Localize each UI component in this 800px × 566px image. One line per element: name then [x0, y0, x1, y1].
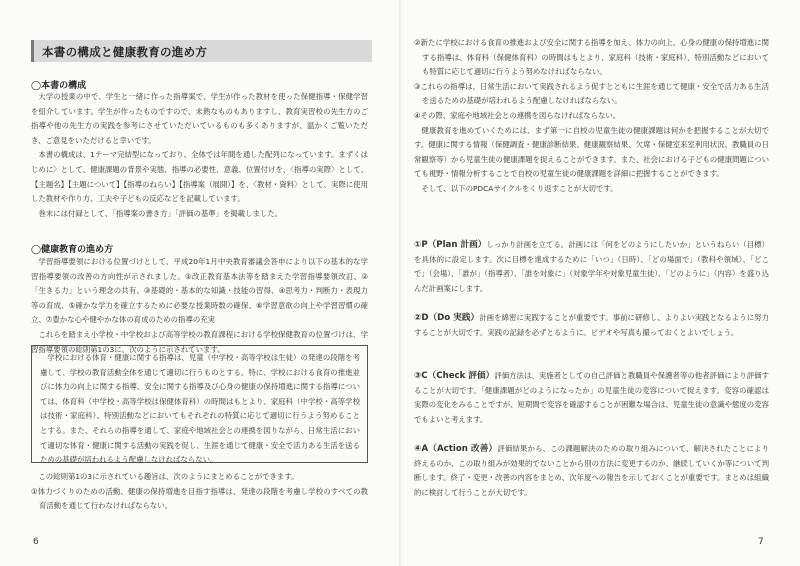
point-3: ③これらの指導は、日常生活において実践されるよう促すとともに生涯を通じて健康・安全で活力ある生活を送るための基礎が培われるよう配慮しなければならない。 — [414, 81, 769, 106]
pdca-action-text: 評価結果から、この課題解決のための取り組みについて、解決されたことにより終えるのか、この取り組みが効果的でないことから別の方法に変更するのか、継続していくか等について判断します。終了・変更・改善の内容をまとめ、次年度への報告を示しておくことが重要です。まとめは組織的に検討して行うことが大切です。 — [414, 444, 769, 497]
points-continued-block — [414, 36, 769, 197]
pdca-check-text: 評価方法は、実施者としての自己評価と教職員や保護者等の他者評価により評価することが大切です。「健康課題がどのようになったか」の児童生徒の変容について捉えます。変容の確認は実際の変化をみることですが、短期間で変容を確認することが困難な場合は、児童生徒の意識や態度の変容でもよいと考えます。 — [414, 371, 769, 424]
structure-paragraph-2: 本書の構成は、1テーマ完結型になっており、全体では年間を通した配列になっています。まずくはじめに〉として、健康課題の背景や実態、指導の必要性、意義、位置付けを、〈指導の実際〉として、【主題名】【主題について】【指導のねらい】【指導案（展開）】を、〈教材・資料〉として、実際に使用した教材や作り方、工夫や子どもの反応などを記載しています。 — [31, 150, 368, 204]
pdca-action-label: ④A（Action 改善） — [414, 444, 498, 454]
section-title-promotion: ◯健康教育の進め方 — [31, 245, 114, 255]
structure-text-block — [31, 90, 368, 221]
pdca-check — [414, 369, 769, 427]
point-1: ①体力づくりのための活動、健康の保持増進を目指す指導は、発達の段階を考慮し学校のすべての教育活動を通じて行わなければならない。 — [31, 486, 368, 511]
section-title-structure: ◯本書の構成 — [31, 81, 87, 91]
chapter-heading-box — [31, 40, 372, 62]
promotion-paragraph-1: 学習指導要領における位置づけとして、平成20年1月中央教育審議会答申により以下の基本的な学習指導要領の改善の方向性が示されました。①改正教育基本法等を踏まえた学習指導要領改訂、②「生きる力」という理念の共有、③基礎的・基本的な知識・技能の習得、④思考力・判断力・表現力等の育成、⑤確かな学力を確立するために必要な授業時数の確保、⑥学習意欲の向上や学習習慣の確立、⑦豊かな心や健やかな体の育成のための指導の充実 — [31, 257, 368, 325]
pdca-plan — [414, 238, 769, 296]
summary-text-block — [31, 470, 368, 514]
structure-paragraph-1: 大学の授業の中で、学生と一緒に作った指導案で、学生が作った教材を使った保健指導・保健学習を紹介しています。学生が作ったものですので、未熟なものもありますし、教育実習校の先生方のご指導や他の先生方の実践を参考にさせていただいているものも多くありますが、温かくご覧いただき、ご意見をいただけると幸いです。 — [31, 92, 368, 145]
structure-paragraph-3: 巻末には付録として、「指導案の書き方」「評価の基準」を掲載しました。 — [38, 208, 283, 218]
pdca-plan-text: しっかり計画を立てる。計画には「何をどのようにしたいか」というねらい（目標）を具体的に設定します。次に目標を達成するために「いつ」（日時）、「どの場面で」（教科や領域）、「どこで」（会場）、「誰が」（指導者）、「誰を対象に」（対象学年や対象児童生徒）、「どのように」（内容）を盛り込んだ計画案にします。 — [414, 240, 769, 293]
pdca-do-text: 計画を綿密に実践することが重要です。事前に研修し、よりよい実践となるように努力することが大切です。実践の記録を必ずとるように。ビデオや写真も撮っておくとよいでしょう。 — [414, 313, 769, 337]
page-number-right: 7 — [758, 537, 764, 547]
health-issues-paragraph: 健康教育を進めていくためには、まず第一に自校の児童生徒の健康課題は何かを把握することが大切です。健康に関する情報（保健調査・健康診断結果、健康観察結果、欠席・保健室来室利用状況、教職員の日常観察等）から児童生徒の健康課題を捉えることができます。また、社会における子どもの健康問題についても視野・情報分析することで自校の児童生徒の健康課題を詳細に把握することができます。 — [414, 125, 769, 179]
chapter-heading: 本書の構成と健康教育の進め方 — [42, 45, 208, 59]
pdca-do — [414, 311, 769, 340]
point-2: ②新たに学校における食育の推進および安全に関する指導を加え、体力の向上、心身の健康の保持増進に関する指導は、体育科（保健体育科）の時間はもとより、家庭科（技術・家庭科）、特別活動などにおいても特質に応じて適切に行うよう努めなければならない。 — [414, 38, 769, 77]
pdca-do-label: ②D（Do 実践） — [414, 313, 480, 323]
pdca-intro-paragraph: そして、以下のPDCAサイクルをくり返すことが大切です。 — [421, 183, 618, 193]
pdca-check-label: ③C（Check 評価） — [414, 371, 495, 381]
pdca-action — [414, 442, 769, 500]
point-4: ④その際、家庭や地域社会との連携を図らなければならない。 — [414, 110, 621, 120]
promotion-text-block — [31, 255, 368, 357]
curriculum-quote-text: 学校における体育・健康に関する指導は、児童（中学校・高等学校は生徒）の発達の段階を考慮して、学校の教育活動全体を通じて適切に行うものとする。特に、学校における食育の推進並びに体力の向上に関する指導、安全に関する指導及び心身の健康の保持増進に関する指導については、体育科（中学校・高等学校は保健体育科）の時間はもとより、家庭科（中学校・高等学校は技術・家庭科）、特別活動などにおいてもそれぞれの特質に応じて適切に行うよう努めることとする。また、それらの指導を通して、家庭や地域社会との連携を図りながら、日常生活において適切な体育・健康に関する活動の実践を促し、生涯を通じて健康・安全で活力ある生活を送るための基礎が培われるよう配慮しなければならない。 — [40, 353, 360, 465]
promotion-paragraph-2: これらを踏まえ小学校・中学校および高等学校の教育課程における学校保健教育の位置づけは、学習指導要領の総則第1の3に、次のように示されています。 — [31, 329, 368, 354]
curriculum-quote-box — [31, 345, 368, 463]
after-quote-paragraph: この総則第1の3に示されている趣旨は、次のようにまとめることができます。 — [38, 472, 299, 481]
pdca-plan-label: ①P（Plan 計画） — [414, 240, 487, 250]
page-number-left: 6 — [33, 537, 39, 547]
